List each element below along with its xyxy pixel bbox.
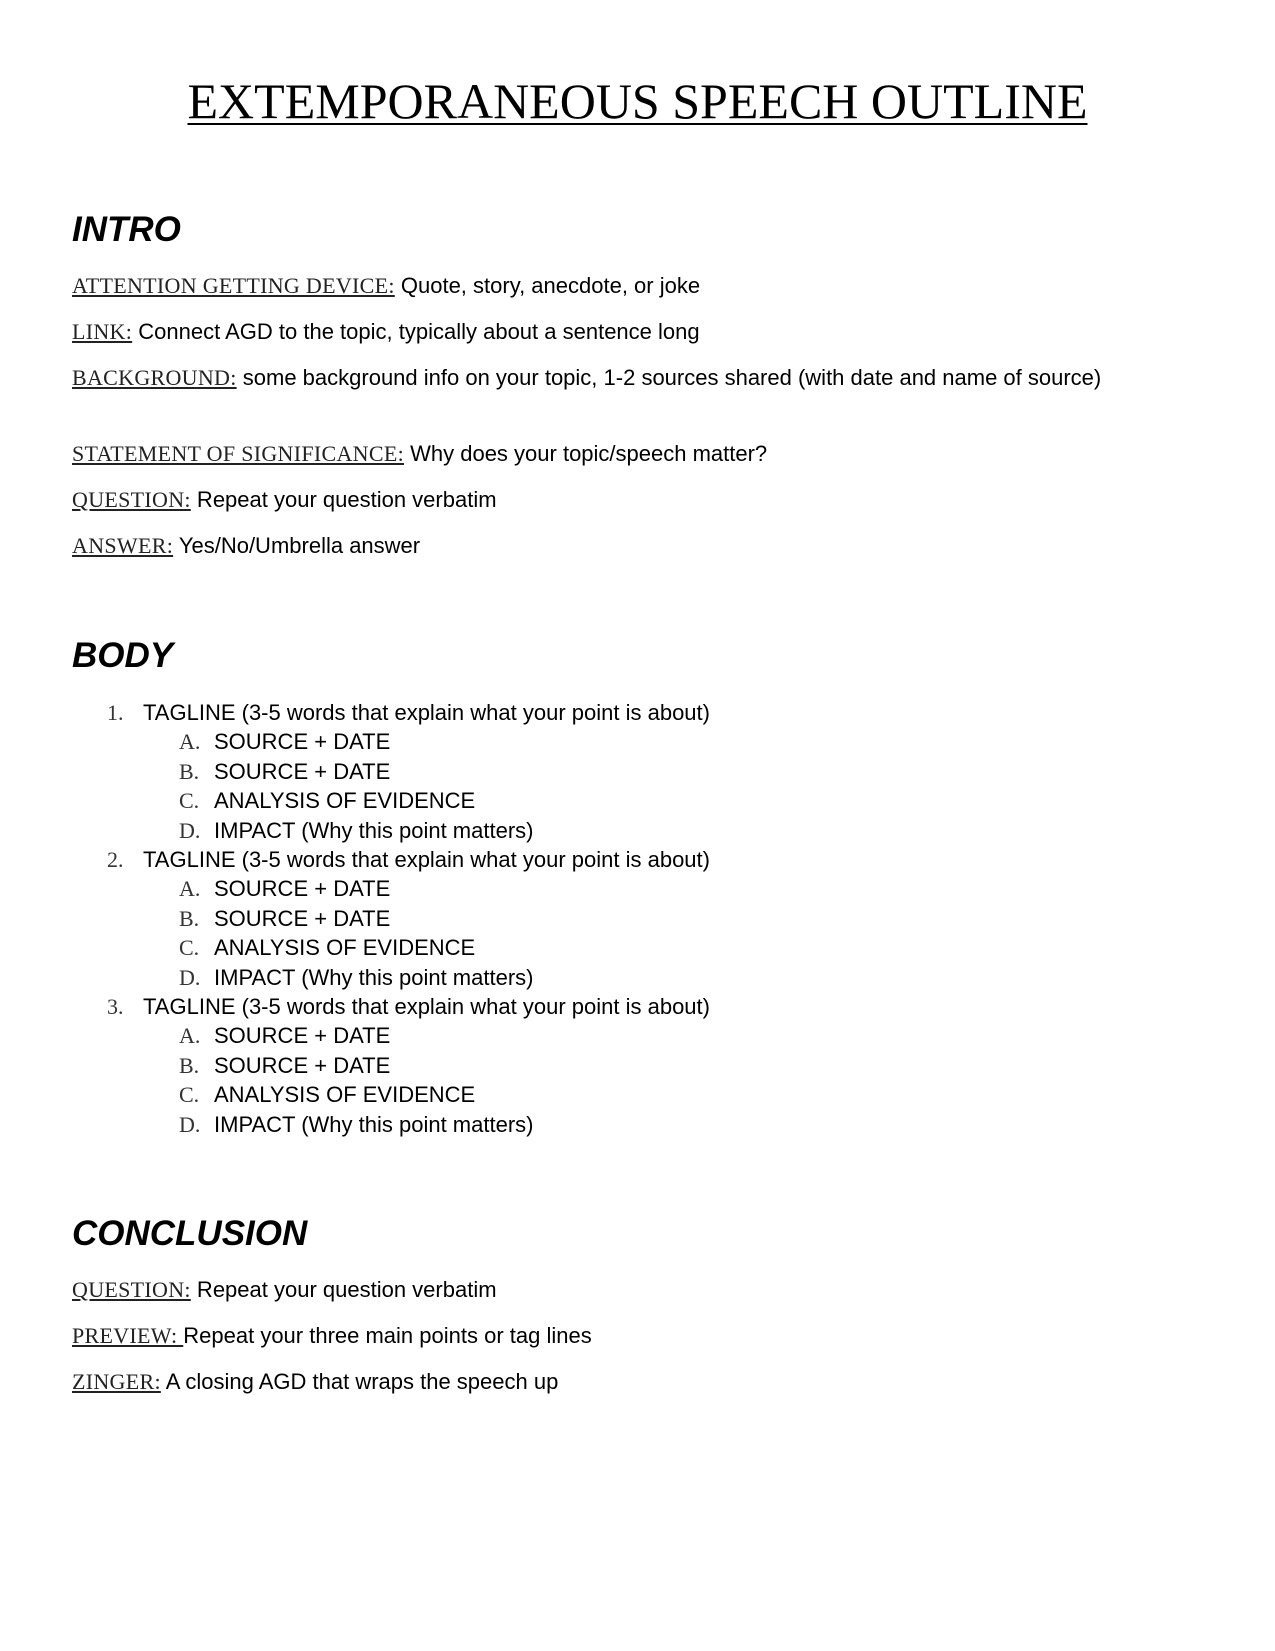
conclusion-item-text: Repeat your question verbatim (190, 1277, 497, 1302)
point-tagline: TAGLINE (3-5 words that explain what your point is about) (143, 994, 710, 1019)
conclusion-item (72, 1321, 1212, 1351)
sub-point-marker: C. (179, 935, 200, 961)
point-tagline: TAGLINE (3-5 words that explain what your point is about) (143, 847, 710, 872)
intro-item-label: ATTENTION GETTING DEVICE: (72, 273, 395, 298)
sub-point-marker: A. (179, 729, 201, 755)
sub-point-text: ANALYSIS OF EVIDENCE (214, 1082, 476, 1108)
conclusion-item (72, 1275, 1212, 1305)
sub-point-marker: C. (179, 788, 200, 814)
intro-item (72, 317, 1212, 347)
intro-item (72, 485, 1212, 515)
sub-point-text: SOURCE + DATE (214, 905, 391, 931)
intro-heading: INTRO (72, 210, 181, 249)
sub-point-marker: B. (179, 905, 200, 931)
point-marker: 3. (107, 994, 124, 1019)
intro-item (72, 531, 1212, 561)
document-title: EXTEMPORANEOUS SPEECH OUTLINE (187, 73, 1088, 129)
sub-point-text: ANALYSIS OF EVIDENCE (214, 788, 476, 814)
conclusion-item-label: QUESTION: (72, 1277, 191, 1302)
conclusion-item-text: A closing AGD that wraps the speech up (160, 1369, 559, 1394)
conclusion-heading: CONCLUSION (72, 1214, 308, 1253)
conclusion-item-label: ZINGER: (72, 1369, 161, 1394)
intro-item-text: Repeat your question verbatim (190, 487, 497, 512)
sub-point-marker: A. (179, 876, 201, 902)
sub-point-marker: C. (179, 1082, 200, 1108)
intro-item-label: LINK: (72, 319, 133, 344)
intro-item-text: some background info on your topic, 1-2 sources shared (with date and name of source) (236, 365, 1102, 390)
intro-item (72, 439, 1212, 469)
conclusion-item (72, 1367, 1212, 1397)
sub-point-marker: A. (179, 1023, 201, 1049)
conclusion-item-text: Repeat your three main points or tag lines (183, 1323, 592, 1348)
body-heading: BODY (72, 636, 174, 675)
sub-point-text: SOURCE + DATE (214, 729, 391, 755)
intro-item (72, 271, 1212, 301)
sub-point-text: IMPACT (Why this point matters) (214, 1111, 534, 1137)
sub-point-text: IMPACT (Why this point matters) (214, 964, 534, 990)
intro-item-text: Why does your topic/speech matter? (404, 441, 768, 466)
intro-item-label: ANSWER: (72, 533, 174, 558)
sub-point-text: SOURCE + DATE (214, 1023, 391, 1049)
sub-point-text: ANALYSIS OF EVIDENCE (214, 935, 476, 961)
intro-item-text: Yes/No/Umbrella answer (173, 533, 421, 558)
conclusion-item-label: PREVIEW: (72, 1323, 184, 1348)
sub-point-marker: B. (179, 758, 200, 784)
sub-point-marker: D. (179, 964, 201, 990)
point-marker: 1. (107, 700, 124, 725)
point-marker: 2. (107, 847, 124, 872)
sub-point-text: IMPACT (Why this point matters) (214, 817, 534, 843)
intro-item (72, 363, 1212, 393)
intro-item-text: Connect AGD to the topic, typically about a sentence long (132, 319, 700, 344)
sub-point-marker: D. (179, 1111, 201, 1137)
sub-point-text: SOURCE + DATE (214, 876, 391, 902)
intro-item-label: STATEMENT OF SIGNIFICANCE: (72, 441, 404, 466)
intro-item-text: Quote, story, anecdote, or joke (394, 273, 701, 298)
sub-point-marker: B. (179, 1052, 200, 1078)
sub-point-marker: D. (179, 817, 201, 843)
intro-item-label: QUESTION: (72, 487, 191, 512)
intro-item-label: BACKGROUND: (72, 365, 237, 390)
sub-point-text: SOURCE + DATE (214, 758, 391, 784)
sub-point-text: SOURCE + DATE (214, 1052, 391, 1078)
point-tagline: TAGLINE (3-5 words that explain what your point is about) (143, 700, 710, 725)
